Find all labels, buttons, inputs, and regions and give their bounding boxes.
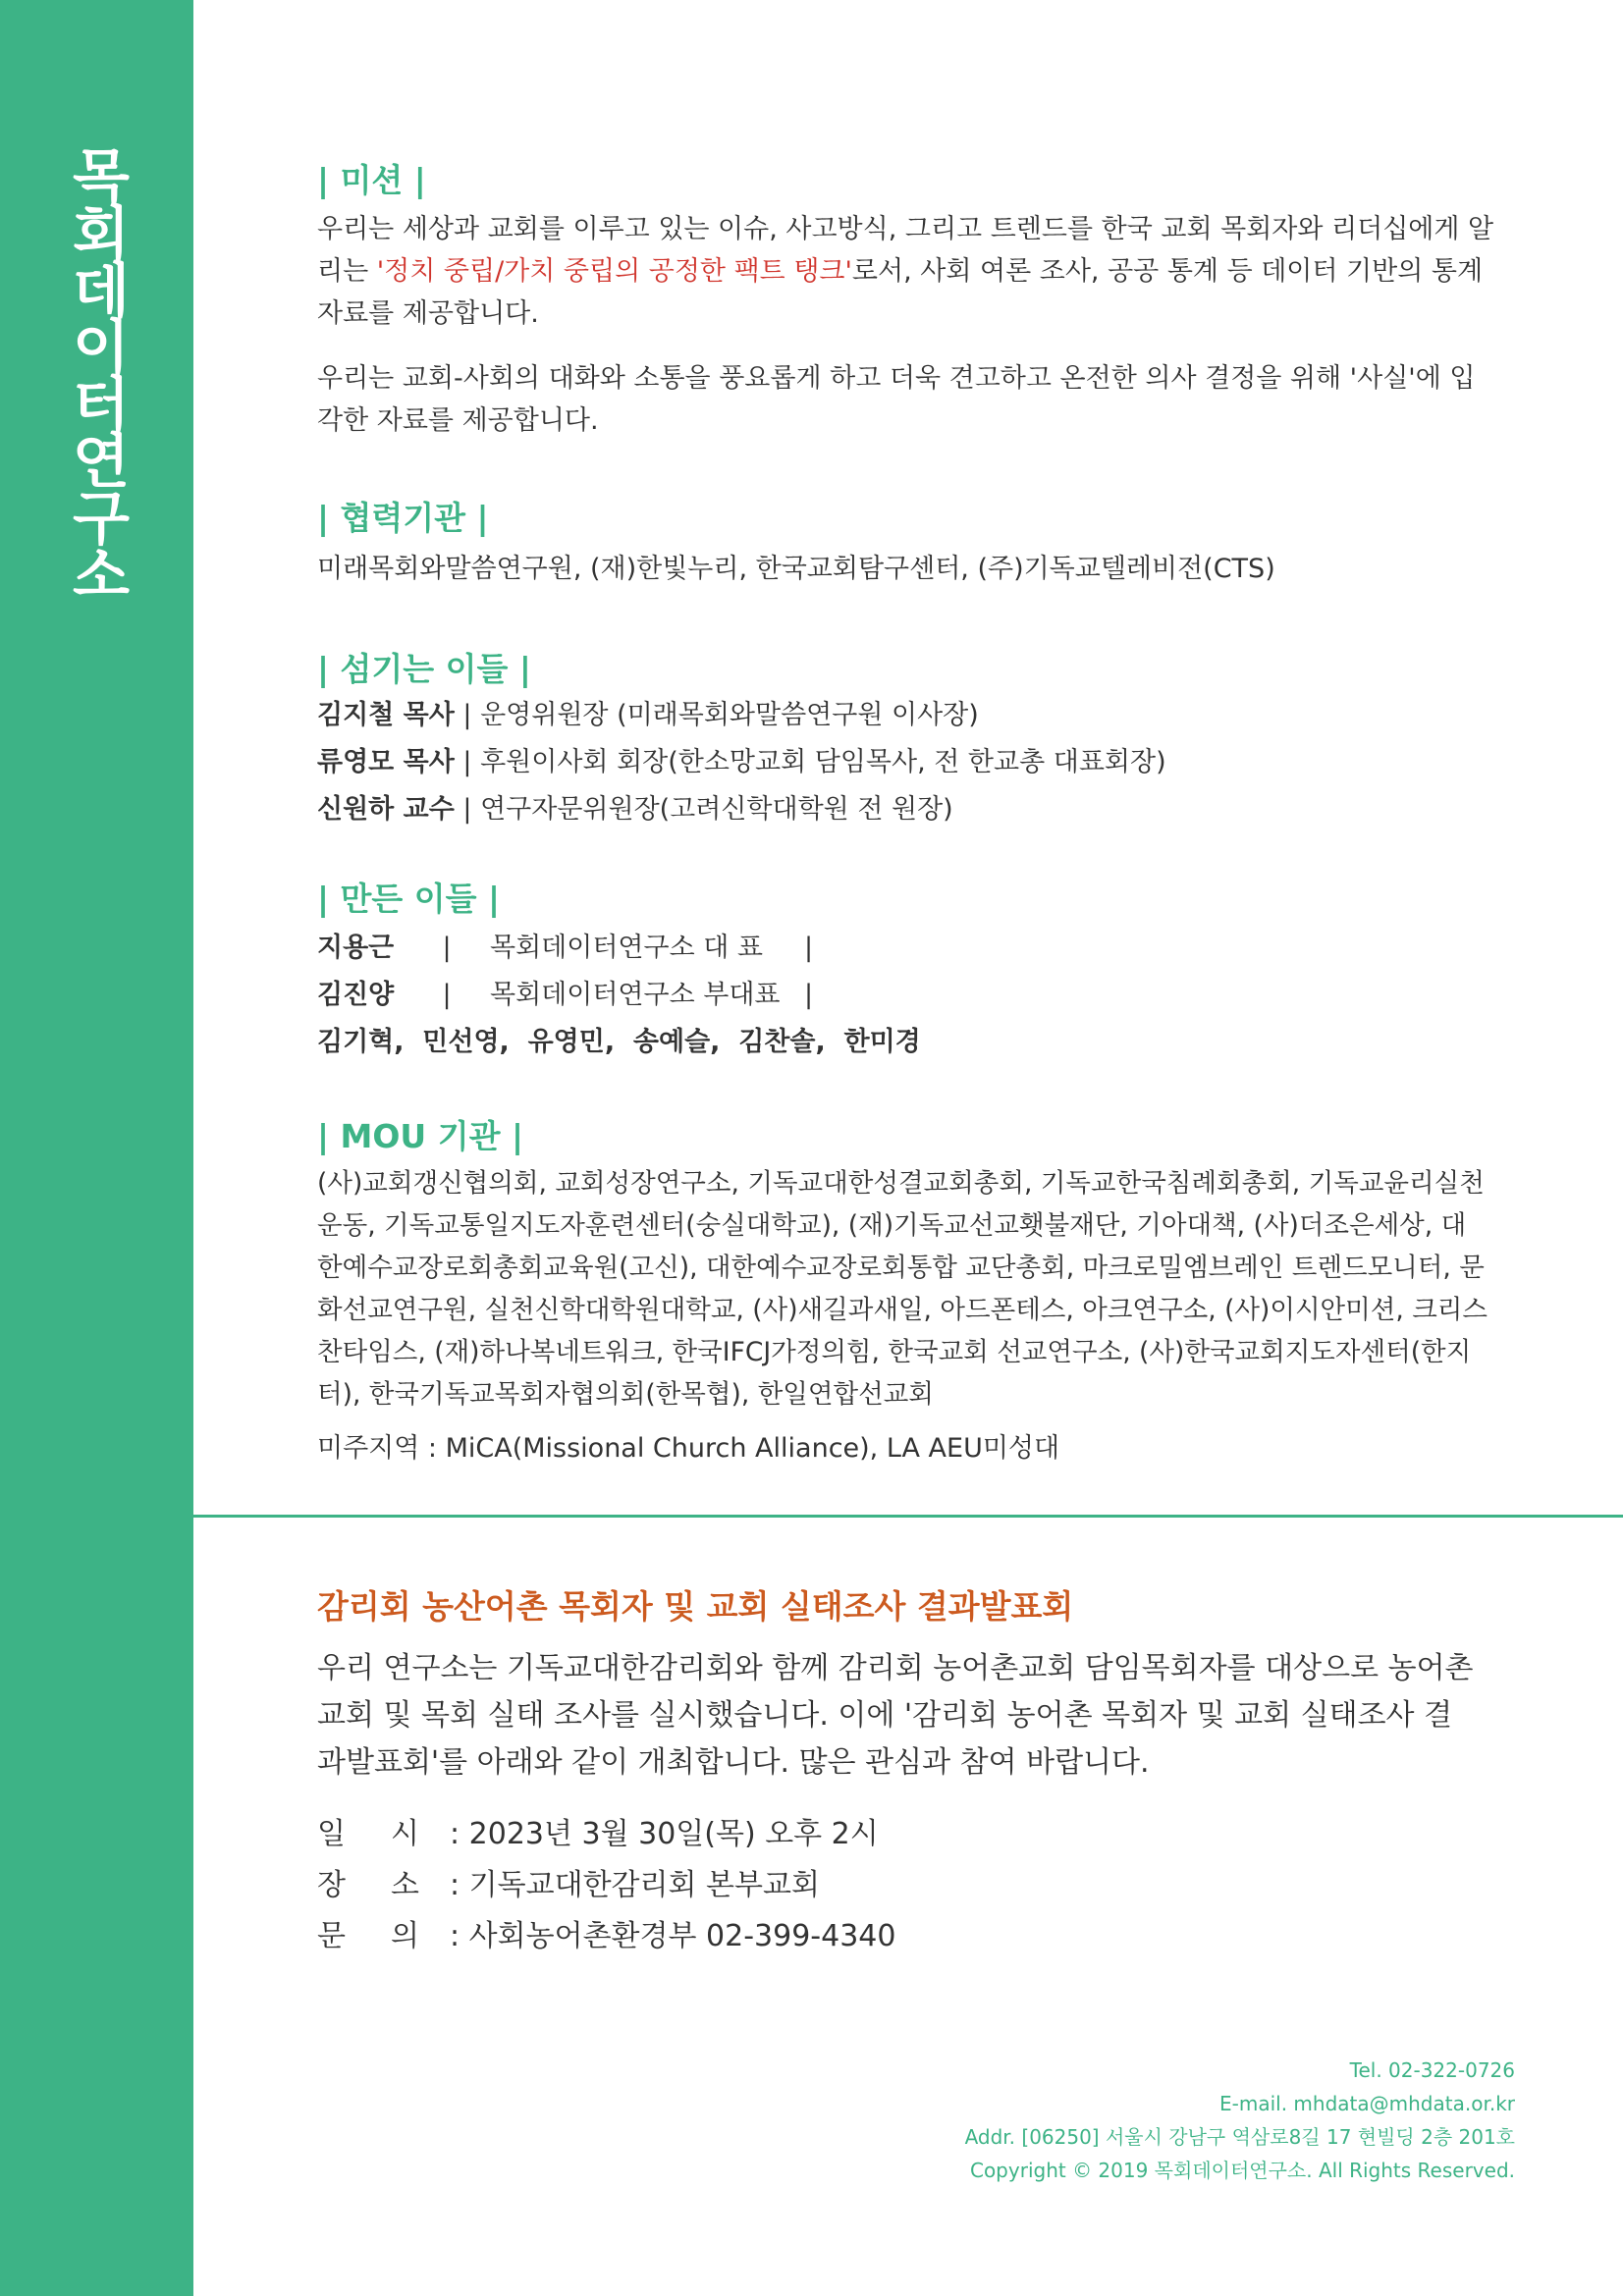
footer [965, 2054, 1515, 2187]
event-title: 감리회 농산어촌 목회자 및 교회 실태조사 결과발표회 [317, 1587, 1074, 1626]
mission-paragraph-1: 우리는 세상과 교회를 이루고 있는 이슈, 사고방식, 그리고 트렌드를 한국 교회 목회자와 리더십에게 알리는 '정치 중립/가치 중립의 공정한 팩트 탱크'로서, 사회 여론 조사, 공공 통계 등 데이터 기반의 통계 자료를 제공합니다. [317, 214, 1494, 329]
makers-staff: 김기혁, 민선영, 유영민, 송예슬, 김찬솔, 한미경 [317, 1027, 921, 1057]
event-info-date: 일시: 2023년 3월 30일(목) 오후 2시 [317, 1817, 879, 1851]
servants-title: | 섬기는 이들 | [317, 650, 531, 688]
servant-row: 김지철 목사 | 운영위원장 (미래목회와말씀연구원 이사장) [317, 700, 979, 730]
mou-title: | MOU 기관 | [317, 1117, 524, 1155]
partners-title: | 협력기관 | [317, 499, 489, 537]
maker-row: 지용근 | 목회데이터연구소 대 표 | [317, 933, 814, 963]
sidebar-title: 목회데이터연구소 [62, 145, 131, 601]
maker-row: 김진양 | 목회데이터연구소 부대표 | [317, 980, 814, 1010]
footer-email[interactable]: E-mail. mhdata@mhdata.or.kr [1219, 2092, 1515, 2115]
partners-text: 미래목회와말씀연구원, (재)한빛누리, 한국교회탐구센터, (주)기독교텔레비전(CTS) [317, 554, 1275, 584]
event-text: 우리 연구소는 기독교대한감리회와 함께 감리회 농어촌교회 담임목회자를 대상으로 농어촌 교회 및 목회 실태 조사를 실시했습니다. 이에 '감리회 농어촌 목회자 및 교회 실태조사 결과발표회'를 아래와 같이 개최합니다. 많은 관심과 참여 바랍니다. [317, 1651, 1474, 1780]
footer-tel: Tel. 02-322-0726 [1349, 2058, 1515, 2082]
makers-title: | 만든 이들 | [317, 880, 501, 918]
section-divider [193, 1515, 1623, 1518]
mission-paragraph-2: 우리는 교회-사회의 대화와 소통을 풍요롭게 하고 더욱 견고하고 온전한 의사 결정을 위해 '사실'에 입각한 자료를 제공합니다. [317, 363, 1476, 436]
mou-text: (사)교회갱신협의회, 교회성장연구소, 기독교대한성결교회총회, 기독교한국침례회총회, 기독교윤리실천운동, 기독교통일지도자훈련센터(숭실대학교), (재)기독교선교횃불재단, 기아대책, (사)더조은세상, 대한예수교장로회총회교육원(고신), 대한예수교장로회통합 교단총회, 마크로밀엠브레인 트렌드모니터, 문화선교연구원, 실천신학대학원대학교, (사)새길과새일, 아드폰테스, 아크연구소, (사)이시안미션, 크리스찬타임스, (재)하나복네트워크, 한국IFCJ가정의힘, 한국교회 선교연구소, (사)한국교회지도자센터(한지터), 한국기독교목회자협의회(한목협), 한일연합선교회 [317, 1168, 1488, 1410]
mission-title: | 미션 | [317, 161, 426, 199]
servant-row: 류영모 목사 | 후원이사회 회장(한소망교회 담임목사, 전 한교총 대표회장) [317, 747, 1166, 777]
footer-copyright: Copyright © 2019 목회데이터연구소. All Rights Reserved. [969, 2159, 1515, 2182]
mission-highlight: '정치 중립/가치 중립의 공정한 팩트 탱크' [376, 256, 852, 287]
event-info-place: 장소: 기독교대한감리회 본부교회 [317, 1868, 820, 1902]
servant-row: 신원하 교수 | 연구자문위원장(고려신학대학원 전 원장) [317, 794, 953, 825]
mou-overseas: 미주지역 : MiCA(Missional Church Alliance), LA AEU미성대 [317, 1433, 1060, 1464]
footer-address: Addr. [06250] 서울시 강남구 역삼로8길 17 현빌딩 2층 201호 [964, 2125, 1515, 2149]
sidebar [0, 0, 193, 2296]
event-info-contact: 문의: 사회농어촌환경부 02-399-4340 [317, 1919, 896, 1953]
